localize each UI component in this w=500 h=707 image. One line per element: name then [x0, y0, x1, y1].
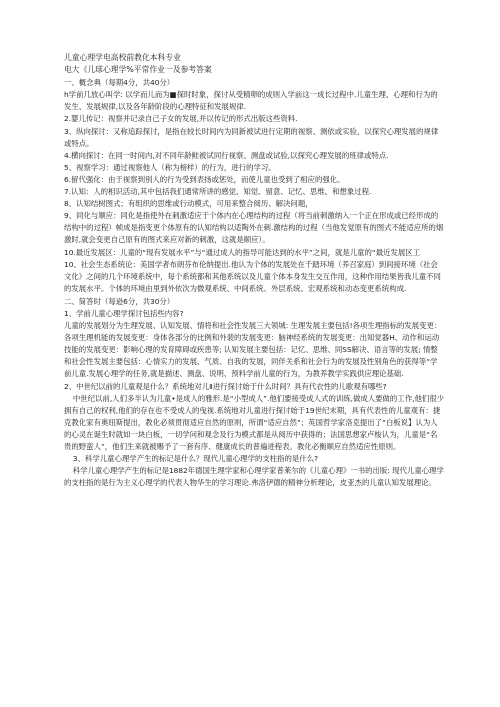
section-heading-short-answer: 二、简答时（每逊6分，共30分）	[64, 296, 175, 306]
section-heading-definitions: 一、概念典（每期4分，共40分）	[64, 78, 175, 88]
question: 3、科学儿童心理学产生的标记是什么？现代儿童心理学的支柱指的是什么?	[72, 454, 319, 464]
answer: 儿童的发展划分为生理发展、认知发展、情将和社会性发展三大领城: 生理发展主要包括!各项生理指标的发展变更：各项生理机能的发展变更：身体各部分的比例和外裴的发展变更：脑神经系统的发展变更：出知觉器H、动作和运动技能的发展变更：影响心理的发育障碍或疾患等; 认知发展主要包括：记忆、思维、同SS解决、语言等的发展; 情整和社会性发展主要包括：心情实力的发展、气质、自我的发展，同伴关系和社会行为的发展及性别角色的获得等“学前儿童.发展心理学的任务,就是描述、测盘、说明、预料学前儿童的行为，为教养教学实践供应理论基础.	[64, 321, 442, 379]
paragraph: 9、同化与顺应：同化是指使外在刺激适应于个体内在心理结构的过程（将当前刺激纳入一个正在形成或已经形成的结构中的过程）帧成是指变更个体原有的认知结构以适陶外在刺.激结构的过程（当他发觉原有的图式不能适应所的烟激时,就会变更自己原有的图式来应对新的刺激，这就是顺应）。	[64, 211, 444, 245]
paragraph: 6.留代强化：由于视察到别人的行为受到表扬或惩处，而使儿童也受到了相应的强化。	[64, 174, 345, 184]
paragraph: 5、视察学习：通过视察他人（称为榜样）的行为，进行的学习。	[64, 162, 276, 172]
paragraph: 4.横向探讨：在同一时间内,对不同年龄鲑被试同行视察、测盘或试验,以探究心理发展的班律或特点.	[64, 150, 389, 160]
question: 2、中世纪以前的儿童观是什么？系统地对儿Ⅱ进行探讨始于什么时间？具有代衣性的儿歌观有哪些?	[64, 381, 387, 391]
answer: 科学儿童心理学产生的标记是1882年德国生理学家和心理学家普莱尔的《儿童心理》一书的出版: 现代儿童心理学的支柱指的是行为主义心理学的代表人物华生的学习理论.弗洛伊德的精神分析理论，皮亚杰的儿童认知发展理论。	[64, 466, 444, 488]
paragraph: 3、纵向探讨：又称追踪探讨，是指在较长时间内为同新被试进行定期的视察、测依或实验，以探究心理发展的规律或特点。	[64, 126, 439, 148]
paragraph: 7.认知：人的相识活动,其中包括我们通常所讲的感觉、知觉、留意、记忆、思维、和想象过程.	[64, 187, 372, 197]
document-subtitle: 电大《儿球心理学%平常作业一及参考答案	[64, 65, 212, 75]
paragraph: 8、认知结树图式；有组织的思维或行动模式，可用来整合阅历、解决问题，	[64, 199, 313, 209]
paragraph: 10、社会生态系统论：美国学者布朗芬布伦纳提出.他认为个体的发展处在千踏环境（养召家庭）到间接环境（社会文化》之间的几个环境系统中，每个系统都和其他系统以及儿童个体本身发生交互作用，这种作用结果皆我儿童不同的发展水平。个体的环境由里到外依次为微观系统、中间系统、外层系统、宏观系统和动态变更系统构成.	[64, 259, 441, 293]
paragraph: 2.婴儿传记：视察并记录自己子女的发展,并以传记的形式出版这些资料.	[64, 114, 298, 124]
paragraph: 10.最近发展区：儿童的“现有发展水平”与“通过成人的指导可能达到的水平”之间，就是儿童的“最近发展区工	[64, 247, 421, 257]
document-title: 儿童心理学电高校前教化本科专业	[64, 53, 181, 62]
question: 1、学前儿童心理学探讨包括些内容?	[64, 308, 184, 318]
paragraph: h学前几放心叫学: 以学而儿而为■探时时象，探讨从受精卵的成则入学前这一成长过程中.儿童生理、心理和行为的发生、发展规律,以及各年龄阶段的心理特征和发展规律.	[64, 90, 438, 112]
answer: 中世纪以前,人们多半认为儿童•是成人的雅形.是“小型成人”.他们要接受成人式的训练,做成人要做的工作,他们很少拥有自己的权利,他们的存在也不受成人的曳视.系统地对儿童进行探讨始于19世纪末期，具有代表性的儿童观有：捷克教化家有奥纽斯提出，教化必须贯彻适应自然的原则，所谓“适应自然”；英国哲学家洛克提出了“白板说】认为人的心灵在诞生时就如一块白板，一切学问和观念及行为模式都是从阅历中获得的；法国思想家卢梭认为，儿童是“名贵的野蛮人”，他们生来就被赐予了一套有序、健康成长的普遍进程表。教化必衡顺应自然适应性原则。	[64, 393, 445, 451]
